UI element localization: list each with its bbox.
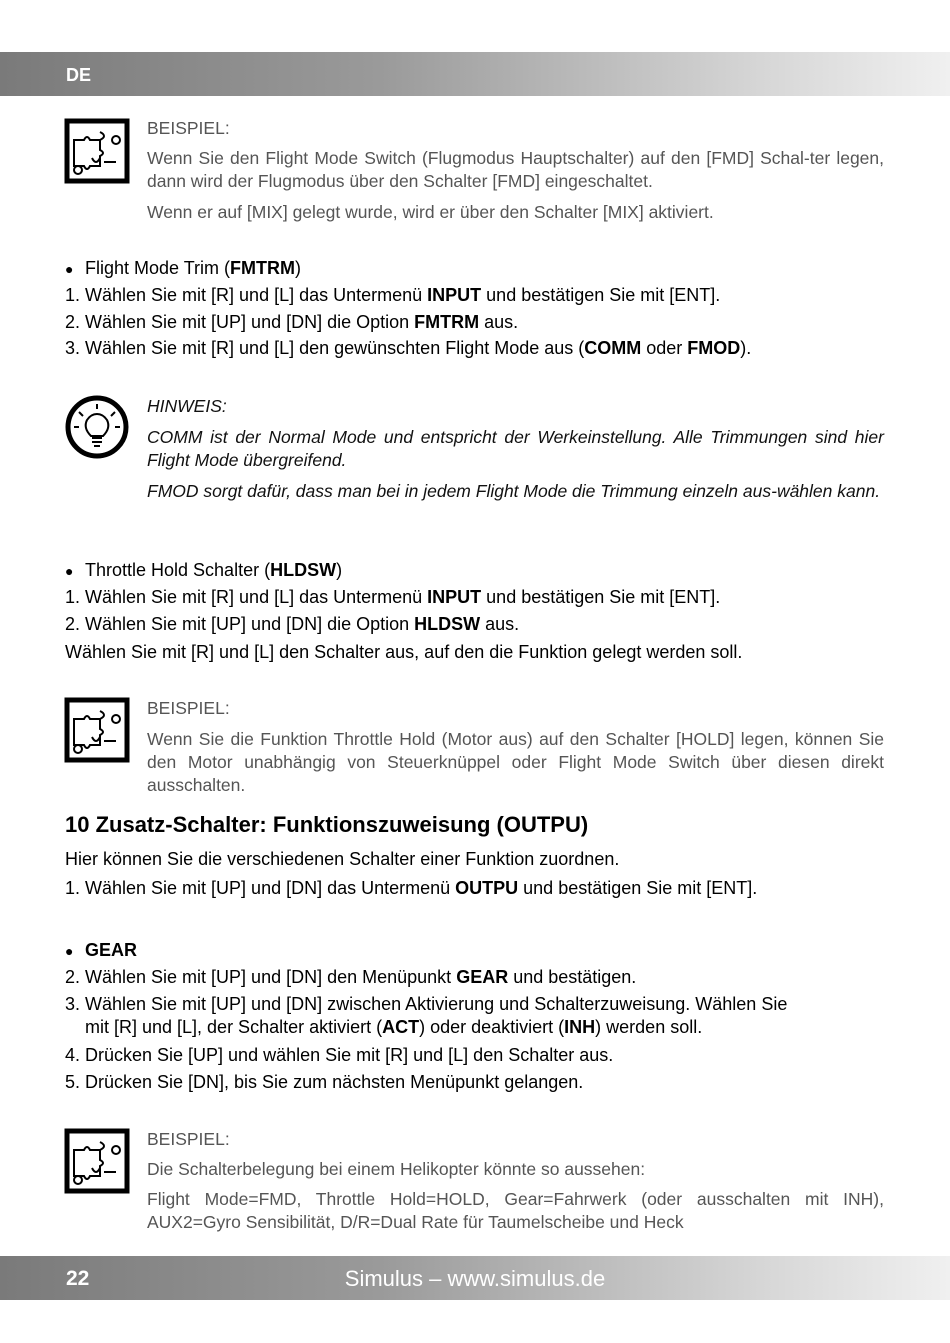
step-item: 3. Wählen Sie mit [R] und [L] den gewünschten Flight Mode aus (COMM oder FMOD). <box>65 338 752 358</box>
example-text: Wenn er auf [MIX] gelegt wurde, wird er über den Schalter [MIX] aktiviert. <box>147 202 714 222</box>
example-text: Die Schalterbelegung bei einem Helikopter könnte so aussehen: <box>147 1159 646 1179</box>
page-number: 22 <box>66 1267 90 1290</box>
step-item: 1. Wählen Sie mit [R] und [L] das Untermenü INPUT und bestätigen Sie mit [ENT]. <box>65 285 721 305</box>
footer-website: Simulus – www.simulus.de <box>344 1266 606 1291</box>
step-item: 2. Wählen Sie mit [UP] und [DN] die Option FMTRM aus. <box>65 312 519 332</box>
example-title: BEISPIEL: <box>147 1129 230 1149</box>
step-item: 1. Wählen Sie mit [UP] und [DN] das Untermenü OUTPU und bestätigen Sie mit [ENT]. <box>65 878 758 898</box>
footer-bar <box>0 1256 950 1300</box>
hint-text: COMM ist der Normal Mode und entspricht der Werkeinstellung. Alle Trimmungen sind hier Flight Mode übergreifend. <box>147 427 884 470</box>
hint-title: HINWEIS: <box>147 396 227 416</box>
puzzle-icon <box>64 118 130 184</box>
step-item-continued: mit [R] und [L], der Schalter aktiviert (ACT) oder deaktiviert (INH) werden soll. <box>85 1017 703 1037</box>
step-item: Wählen Sie mit [R] und [L] den Schalter aus, auf den die Funktion gelegt werden soll. <box>65 642 743 662</box>
puzzle-icon <box>64 1128 130 1194</box>
step-item: 4. Drücken Sie [UP] und wählen Sie mit [R] und [L] den Schalter aus. <box>65 1045 614 1065</box>
language-label: DE <box>66 65 92 85</box>
example-title: BEISPIEL: <box>147 118 230 138</box>
puzzle-icon <box>64 697 130 763</box>
header-bar <box>0 52 950 96</box>
bullet-item: ● Throttle Hold Schalter (HLDSW) <box>65 560 343 580</box>
example-text: Wenn Sie den Flight Mode Switch (Flugmodus Hauptschalter) auf den [FMD] Schal-ter legen, dann wird der Flugmodus über den Schalter [FMD] eingeschaltet. <box>147 148 884 191</box>
bullet-item: ● Flight Mode Trim (FMTRM) <box>65 258 302 278</box>
step-item: 5. Drücken Sie [DN], bis Sie zum nächsten Menüpunkt gelangen. <box>65 1072 584 1092</box>
step-item: 3. Wählen Sie mit [UP] und [DN] zwischen Aktivierung und Schalterzuweisung. Wählen Sie <box>65 994 788 1014</box>
step-item: 1. Wählen Sie mit [R] und [L] das Untermenü INPUT und bestätigen Sie mit [ENT]. <box>65 587 721 607</box>
step-item: 2. Wählen Sie mit [UP] und [DN] den Menüpunkt GEAR und bestätigen. <box>65 967 637 987</box>
example-text: Flight Mode=FMD, Throttle Hold=HOLD, Gear=Fahrwerk (oder ausschalten mit INH), AUX2=Gyro Sensibilität, D/R=Dual Rate für Taumelscheibe und Heck <box>147 1189 884 1232</box>
example-title: BEISPIEL: <box>147 698 230 718</box>
lightbulb-icon <box>64 394 130 460</box>
section-heading: 10 Zusatz-Schalter: Funktionszuweisung (OUTPU) <box>65 812 589 837</box>
hint-text: FMOD sorgt dafür, dass man bei in jedem Flight Mode die Trimmung einzeln aus-wählen kann. <box>147 481 881 501</box>
example-text: Wenn Sie die Funktion Throttle Hold (Motor aus) auf den Schalter [HOLD] legen, können Sie den Motor unabhängig von Steuerknüppel oder Flight Mode Switch über diesen direkt ausschalten. <box>147 729 884 795</box>
bullet-item: ● GEAR <box>65 940 138 960</box>
section-intro: Hier können Sie die verschiedenen Schalter einer Funktion zuordnen. <box>65 849 620 869</box>
step-item: 2. Wählen Sie mit [UP] und [DN] die Option HLDSW aus. <box>65 614 520 634</box>
